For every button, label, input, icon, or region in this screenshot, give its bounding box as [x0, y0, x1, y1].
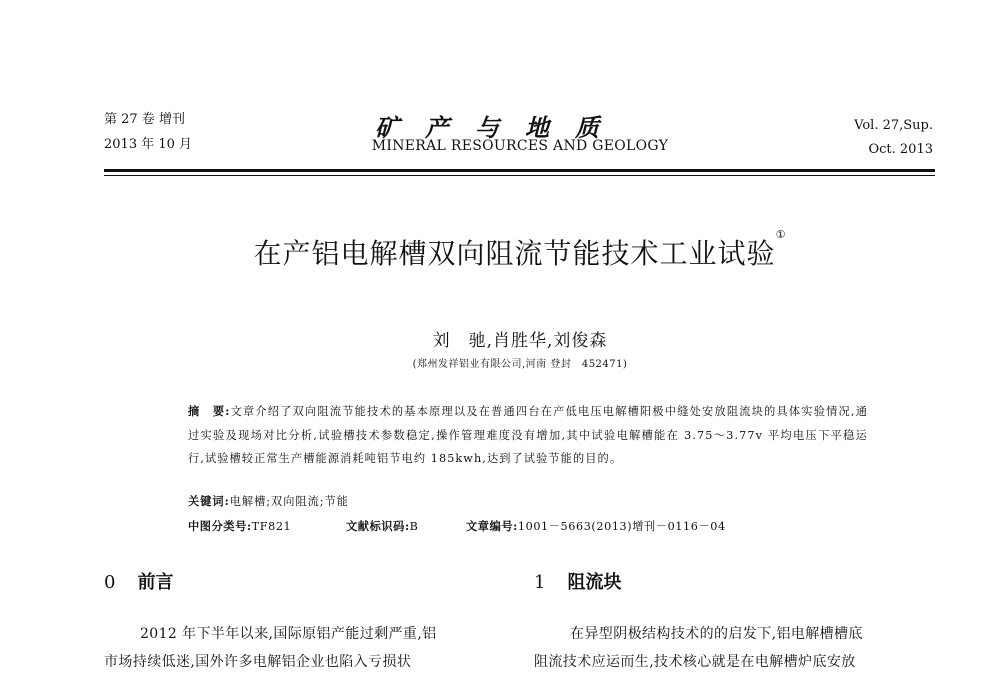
abstract-label: 摘 要:	[188, 404, 231, 418]
header-rule-thick	[104, 169, 935, 172]
doc-code-label: 文献标识码:	[346, 519, 410, 533]
abstract	[188, 400, 868, 471]
section-number: 1	[534, 572, 546, 593]
keywords-label: 关键词:	[188, 494, 230, 508]
volume-label-en: Vol. 27,Sup.	[854, 118, 933, 133]
section-number: 0	[104, 572, 116, 593]
clc-label: 中图分类号:	[188, 519, 252, 533]
authors: 刘 驰,肖胜华,刘俊森	[432, 331, 608, 351]
date-label-en: Oct. 2013	[868, 142, 933, 157]
section-title: 阻流块	[567, 572, 622, 593]
clc-value: TF821	[251, 520, 292, 533]
section-heading-intro	[104, 568, 173, 594]
article-title-text: 在产铝电解槽双向阻流节能技术工业试验	[253, 237, 776, 270]
header-rule-thin	[104, 175, 935, 176]
journal-title-cn: 矿产与地质	[375, 113, 625, 142]
classification-line	[188, 518, 726, 534]
date-label-cn: 2013 年 10 月	[104, 137, 193, 152]
abstract-text: 文章介绍了双向阻流节能技术的基本原理以及在普通四台在产低电压电解槽阳极中缝处安放阻流块的具体实验情况,通过实验及现场对比分析,试验槽技术参数稳定,操作管理难度没有增加,其中试验电解槽能在 3.75～3.77v 平均电压下平稳运行,试验槽较正常生产槽能源消耗吨铝节电约 185kwh,达到了试验节能的目的。	[188, 405, 868, 465]
article-title	[0, 228, 1000, 272]
column-left-text	[104, 620, 514, 676]
paragraph-line: 阻流技术应运而生,技术核心就是在电解槽炉底安放	[534, 654, 856, 670]
article-no-value: 1001－5663(2013)增刊－0116－04	[517, 520, 726, 533]
article-no-label: 文章编号:	[466, 519, 518, 533]
paragraph-line: 在异型阴极结构技术的的启发下,铝电解槽槽底	[570, 626, 863, 642]
affiliation: (郑州发祥铝业有限公司,河南 登封 452471)	[412, 359, 628, 370]
section-heading-block	[534, 568, 621, 594]
volume-label-cn: 第 27 卷 增刊	[104, 112, 185, 127]
column-right-text	[534, 620, 944, 676]
section-title: 前言	[137, 572, 174, 593]
paragraph-line: 2012 年下半年以来,国际原铝产能过剩严重,铝	[140, 626, 437, 642]
journal-title-en: MINERAL RESOURCES AND GEOLOGY	[371, 138, 669, 154]
keywords	[188, 493, 349, 509]
keywords-text: 电解槽;双向阻流;节能	[229, 495, 349, 508]
doc-code-value: B	[409, 520, 419, 533]
footnote-marker: ①	[775, 228, 787, 241]
paragraph-line: 市场持续低迷,国外许多电解铝企业也陷入亏损状	[104, 654, 412, 670]
